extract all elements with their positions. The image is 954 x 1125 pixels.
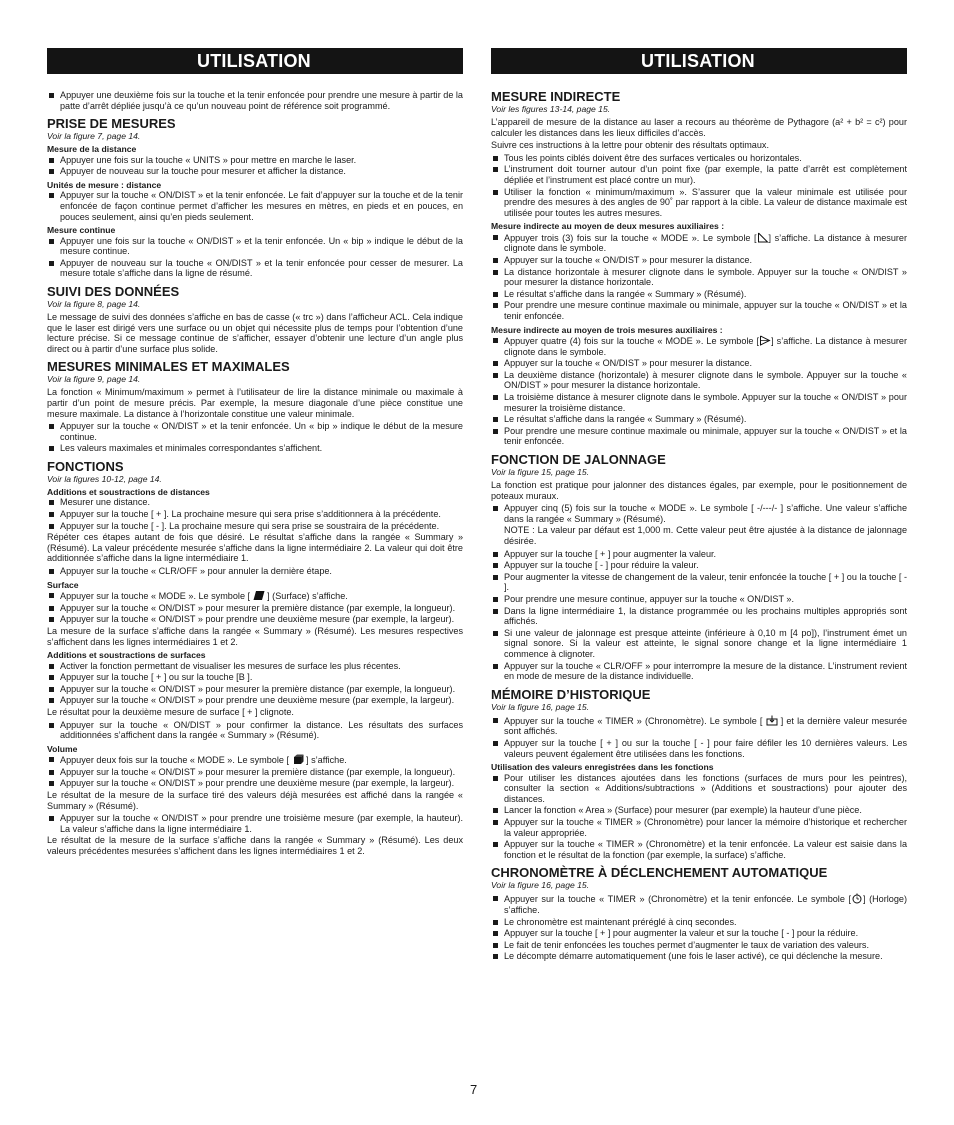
list-item: L’instrument doit tourner autour d’un point fixe (par exemple, la patte d’arrêt est complètement dépliée et l’instrument est placé contre un mur).	[491, 164, 907, 185]
list-item: Tous les points ciblés doivent être des surfaces verticales ou horizontales.	[491, 153, 907, 164]
list-item: Lancer la fonction « Area » (Surface) pour mesurer (par exemple) la hauteur d’une pièce.	[491, 805, 907, 816]
list-item: Appuyer sur la touche « ON/DIST » pour mesurer la première distance (par exemple, la longueur).	[47, 684, 463, 695]
list-item: Appuyer sur la touche [ + ] pour augmenter la valeur et sur la touche [ - ] pour la réduire.	[491, 928, 907, 939]
volume-icon	[292, 754, 304, 765]
subheading: Additions et soustractions de distances	[47, 486, 210, 497]
fonction-de-jalonnage-heading: FONCTION DE JALONNAGE	[491, 452, 666, 468]
list-item: La deuxième distance (horizontale) à mesurer clignote dans le symbole. Appuyer sur la touche « ON/DIST » pour mesurer la distance horizontale.	[491, 370, 907, 391]
left-column	[47, 48, 463, 859]
figure-reference: Voir la figure 15, page 15.	[491, 467, 590, 478]
suivi-des-donnees-heading: SUIVI DES DONNÉES	[47, 284, 180, 300]
figure-reference: Voir la figure 7, page 14.	[47, 131, 141, 142]
list-item-text: ] (Surface) s’affiche.	[267, 591, 348, 602]
list-item-text: ] s’affiche. La distance à mesurer clignote dans le symbole.	[504, 232, 907, 254]
list-item	[47, 754, 463, 766]
list-item	[491, 335, 907, 357]
paragraph: Le résultat de la mesure de la surface tiré des valeurs déjà mesurées est affiché dans la rangée « Summary » (Résumé).	[47, 790, 463, 811]
list-item: Le décompte démarre automatiquement (une fois le laser activé), ce qui déclenche la mesure.	[491, 951, 907, 962]
list-item: Le chronomètre est maintenant préréglé à cinq secondes.	[491, 917, 907, 928]
list-item: Appuyer une deuxième fois sur la touche et la tenir enfoncée pour prendre une mesure à partir de la patte d’arrêt dépliée jusqu’à ce qu’un nouveau point de référence soit programmé.	[47, 90, 463, 111]
list-item-text: Appuyer quatre (4) fois sur la touche « MODE ». Le symbole [	[504, 336, 760, 347]
list-item: Appuyer sur la touche « ON/DIST » pour mesurer la distance.	[491, 255, 907, 266]
list-item-text: Appuyer trois (3) fois sur la touche « MODE ». Le symbole [	[504, 232, 757, 243]
list-item: Les valeurs maximales et minimales correspondantes s’affichent.	[47, 443, 463, 454]
figure-reference: Voir la figure 9, page 14.	[47, 374, 141, 385]
list-item: Appuyer de nouveau sur la touche « ON/DIST » et la tenir enfoncée pour cesser de mesurer. La mesure totale s’affiche dans la ligne de résumé.	[47, 258, 463, 279]
list-item	[491, 232, 907, 254]
chronometre-heading: CHRONOMÈTRE À DÉCLENCHEMENT AUTOMATIQUE	[491, 865, 828, 881]
list-item: Appuyer sur la touche « ON/DIST » pour mesurer la première distance (par exemple, la longueur).	[47, 603, 463, 614]
list-item: Appuyer sur la touche « ON/DIST » pour prendre une deuxième mesure (par exemple, la largeur).	[47, 614, 463, 625]
list-item: Appuyer cinq (5) fois sur la touche « MODE ». Le symbole [ -/---/- ] s’affiche. Une valeur s’affiche dans la rangée « Summary » (Résumé).	[491, 503, 907, 524]
double-triangle-icon	[759, 335, 771, 346]
subheading: Utilisation des valeurs enregistrées dans les fonctions	[491, 762, 714, 773]
list-item: Pour prendre une mesure continue, appuyer sur la touche « ON/DIST ».	[491, 594, 907, 605]
paragraph: Suivre ces instructions à la lettre pour obtenir des résultats optimaux.	[491, 140, 769, 151]
prise-de-mesures-heading: PRISE DE MESURES	[47, 116, 176, 132]
note-text: NOTE : La valeur par défaut est 1,000 m. Cette valeur peut être ajustée à la distance de jalonnage désirée.	[504, 525, 907, 546]
list-item: Si une valeur de jalonnage est presque atteinte (inférieure à 0,10 m [4 po]), l’instrument émet un signal sonore. Si la valeur est atteinte, le signal sonore change et la ligne intermédiaire 1 commence à clignoter.	[491, 628, 907, 660]
list-item-text: Appuyer deux fois sur la touche « MODE ». Le symbole [	[60, 755, 289, 766]
list-item: Appuyer sur la touche « ON/DIST » et la tenir enfoncée. Un « bip » indique le début de la mesure continue.	[47, 421, 463, 442]
surface-icon	[253, 590, 265, 601]
list-item: Appuyer sur la touche « ON/DIST » pour mesurer la première distance (par exemple, la longueur).	[47, 767, 463, 778]
list-item: La troisième distance à mesurer clignote dans le symbole. Appuyer sur la touche « ON/DIST » pour mesurer la troisième distance.	[491, 392, 907, 413]
subheading: Mesure continue	[47, 225, 116, 236]
list-item	[47, 590, 463, 602]
mesure-indirecte-heading: MESURE INDIRECTE	[491, 89, 621, 104]
mesures-min-max-heading: MESURES MINIMALES ET MAXIMALES	[47, 359, 290, 375]
list-item-text: ] (Horloge) s’affiche.	[504, 894, 907, 915]
list-item-text: Appuyer sur la touche « MODE ». Le symbole [	[60, 591, 251, 602]
subheading: Mesure de la distance	[47, 144, 137, 155]
list-item: Pour prendre une mesure continue maximale ou minimale, appuyer sur la touche « ON/DIST » et la tenir enfoncée.	[491, 300, 907, 321]
list-item: Activer la fonction permettant de visualiser les mesures de surface les plus récentes.	[47, 661, 463, 672]
list-item-text: ] s’affiche. La distance à mesurer clignote dans le symbole.	[504, 336, 907, 357]
right-triangle-icon	[757, 232, 769, 243]
list-item-text: Appuyer sur la touche « TIMER » (Chronomètre). Le symbole [	[504, 715, 763, 726]
list-item: Utiliser la fonction « minimum/maximum ». S’assurer que la valeur minimale est utilisée pour prendre des mesures à des angles de 90˚ par rapport à la cible. La valeur de distance maximale est utilisée pour toutes les autres mesures.	[491, 187, 907, 219]
fonctions-heading: FONCTIONS	[47, 458, 124, 474]
list-item: Appuyer sur la touche « TIMER » (Chronomètre) et la tenir enfoncée. La valeur est saisie dans la fonction et le résultat de la fonction (par exemple, la surface) s’affiche.	[491, 839, 907, 860]
subheading: Additions et soustractions de surfaces	[47, 650, 206, 661]
list-item: Appuyer sur la touche « ON/DIST » et la tenir enfoncée. Le fait d’appuyer sur la touche et de la tenir enfoncée de façon continue permet d’afficher les mesures en mètres, en pieds et en pouces, en pouces seulement, ainsi qu’en pieds seulement.	[47, 190, 463, 222]
list-item: Appuyer sur la touche « ON/DIST » pour prendre une deuxième mesure (par exemple, la largeur).	[47, 778, 463, 789]
list-item	[491, 715, 907, 737]
list-item: Appuyer une fois sur la touche « ON/DIST » et la tenir enfoncée. Un « bip » indique le début de la mesure continue.	[47, 236, 463, 257]
history-icon	[766, 715, 778, 726]
list-item: Le résultat s’affiche dans la rangée « Summary » (Résumé).	[491, 414, 907, 425]
figure-reference: Voir la figure 16, page 15.	[491, 880, 590, 891]
paragraph: La fonction « Minimum/maximum » permet à l’utilisateur de lire la distance minimale ou maximale à partir d’un point de mesure précis. Par exemple, la mesure diagonale d’une pièce constitue une mesure maximale. La distance à l’horizontale constitue une valeur minimale.	[47, 387, 463, 419]
left-section-header: UTILISATION	[47, 48, 463, 74]
list-item: Pour augmenter la vitesse de changement de la valeur, tenir enfoncée la touche [ + ] ou la touche [ - ].	[491, 572, 907, 593]
list-item: Appuyer sur la touche [ + ] ou sur la touche [B ].	[47, 672, 463, 683]
paragraph: L’appareil de mesure de la distance au laser a recours au théorème de Pythagore (a² + b² = c²) pour calculer les distances dans les lieux difficiles d’accès.	[491, 117, 907, 138]
right-section-header: UTILISATION	[491, 48, 907, 74]
subheading: Mesure indirecte au moyen de deux mesures auxiliaires :	[491, 221, 725, 232]
memoire-historique-heading: MÉMOIRE D’HISTORIQUE	[491, 686, 651, 702]
list-item: Appuyer sur la touche « ON/DIST » pour confirmer la distance. Les résultats des surfaces additionnées s’affichent dans la rangée « Summary » (Résumé).	[47, 720, 463, 741]
subheading: Volume	[47, 743, 78, 754]
list-item: Appuyer sur la touche « CLR/OFF » pour annuler la dernière étape.	[47, 566, 463, 577]
list-item: La distance horizontale à mesurer clignote dans le symbole. Appuyer sur la touche « ON/DIST » pour mesurer la distance horizontale.	[491, 267, 907, 288]
list-item-text: Appuyer sur la touche « TIMER » (Chronomètre) et la tenir enfoncée. Le symbole [	[504, 894, 851, 905]
list-item: Appuyer sur la touche « ON/DIST » pour prendre une deuxième mesure (par exemple, la largeur).	[47, 695, 463, 706]
list-item: Appuyer sur la touche [ - ] pour réduire la valeur.	[491, 560, 907, 571]
figure-reference: Voir les figures 13-14, page 15.	[491, 104, 611, 114]
paragraph: Le résultat de la mesure de la surface s’affiche dans la rangée « Summary » (Résumé). Les deux valeurs précédentes mesurées s’affichent dans les lignes intermédiaires 1 et 2.	[47, 835, 463, 856]
list-item-text: ] et la dernière valeur mesurée sont affichés.	[504, 715, 908, 737]
paragraph: Le message de suivi des données s’affiche en bas de casse (« trc ») dans l’afficheur ACL. Cela indique que le laser est dirigé vers une surface ou un objet qui nécessite plus de temps pour l’obtention d’une lecture précise. Si ce message continue de s’afficher, essayer d’obtenir une lecture d’un angle plus direct ou à partir d’une surface plus solide.	[47, 312, 463, 354]
list-item: Pour prendre une mesure continue maximale ou minimale, appuyer sur la touche « ON/DIST » et la tenir enfoncée.	[491, 426, 907, 447]
list-item: Le résultat s’affiche dans la rangée « Summary » (Résumé).	[491, 289, 907, 300]
list-item: Appuyer sur la touche [ + ] pour augmenter la valeur.	[491, 549, 907, 560]
list-item: Appuyer sur la touche « TIMER » (Chronomètre) pour lancer la mémoire d’historique et rechercher la valeur appropriée.	[491, 817, 907, 838]
page-number: 7	[470, 1082, 478, 1097]
list-item-text: ] s’affiche.	[306, 755, 347, 766]
list-item	[491, 893, 907, 915]
list-item: Appuyer sur la touche « ON/DIST » pour mesurer la distance.	[491, 358, 907, 369]
list-item: Appuyer de nouveau sur la touche pour mesurer et afficher la distance.	[47, 166, 463, 177]
clock-icon	[851, 893, 863, 904]
list-item: Mesurer une distance.	[47, 497, 463, 508]
figure-reference: Voir la figures 10-12, page 14.	[47, 473, 162, 484]
list-item: Appuyer une fois sur la touche « UNITS » pour mettre en marche le laser.	[47, 155, 463, 166]
list-item: Appuyer sur la touche [ + ]. La prochaine mesure qui sera prise s’additionnera à la précédente.	[47, 509, 463, 520]
subheading: Mesure indirecte au moyen de trois mesures auxiliaires :	[491, 324, 723, 335]
list-item: Appuyer sur la touche [ + ] ou sur la touche [ - ] pour faire défiler les 10 dernières valeurs. Les valeurs peuvent également être utilisées dans les fonctions.	[491, 738, 907, 759]
subheading: Unités de mesure : distance	[47, 179, 162, 190]
paragraph: Répéter ces étapes autant de fois que désiré. Le résultat s’affiche dans la rangée « Summary » (Résumé). La valeur précédente mesurée s’affiche dans la ligne intermédiaire 2. La valeur qui doit être additionnée s’affiche dans la ligne intermédiaire 1.	[47, 532, 463, 564]
list-item: Appuyer sur la touche [ - ]. La prochaine mesure qui sera prise se soustraira de la précédente.	[47, 521, 463, 532]
paragraph: Le résultat pour la deuxième mesure de surface [ + ] clignote.	[47, 706, 294, 717]
figure-reference: Voir la figure 16, page 15.	[491, 701, 590, 712]
list-item: Dans la ligne intermédiaire 1, la distance programmée ou les prochains multiples appropriés sont affichés.	[491, 606, 907, 627]
figure-reference: Voir la figure 8, page 14.	[47, 299, 141, 310]
list-item: Le fait de tenir enfoncées les touches permet d’augmenter le taux de variation des valeurs.	[491, 940, 907, 951]
list-item: Pour utiliser les distances ajoutées dans les fonctions (surfaces de murs pour les peintres), consulter la section « Additions/subtractions » (Additions et soustractions) pour ajouter des distances.	[491, 773, 907, 805]
list-item: Appuyer sur la touche « ON/DIST » pour prendre une troisième mesure (par exemple, la hauteur). La valeur s’affiche dans la ligne intermédiaire 1.	[47, 813, 463, 834]
paragraph: La mesure de la surface s’affiche dans la rangée « Summary » (Résumé). Les mesures respectives s’affichent dans les lignes intermédiaires 1 et 2.	[47, 625, 463, 647]
paragraph: La fonction est pratique pour jalonner des distances égales, par exemple, pour le positionnement de poteaux muraux.	[491, 480, 907, 501]
list-item: Appuyer sur la touche « CLR/OFF » pour interrompre la mesure de la distance. L’instrument revient en mode de mesure de la distance individuelle.	[491, 661, 907, 682]
subheading: Surface	[47, 579, 79, 590]
right-column	[491, 48, 907, 963]
